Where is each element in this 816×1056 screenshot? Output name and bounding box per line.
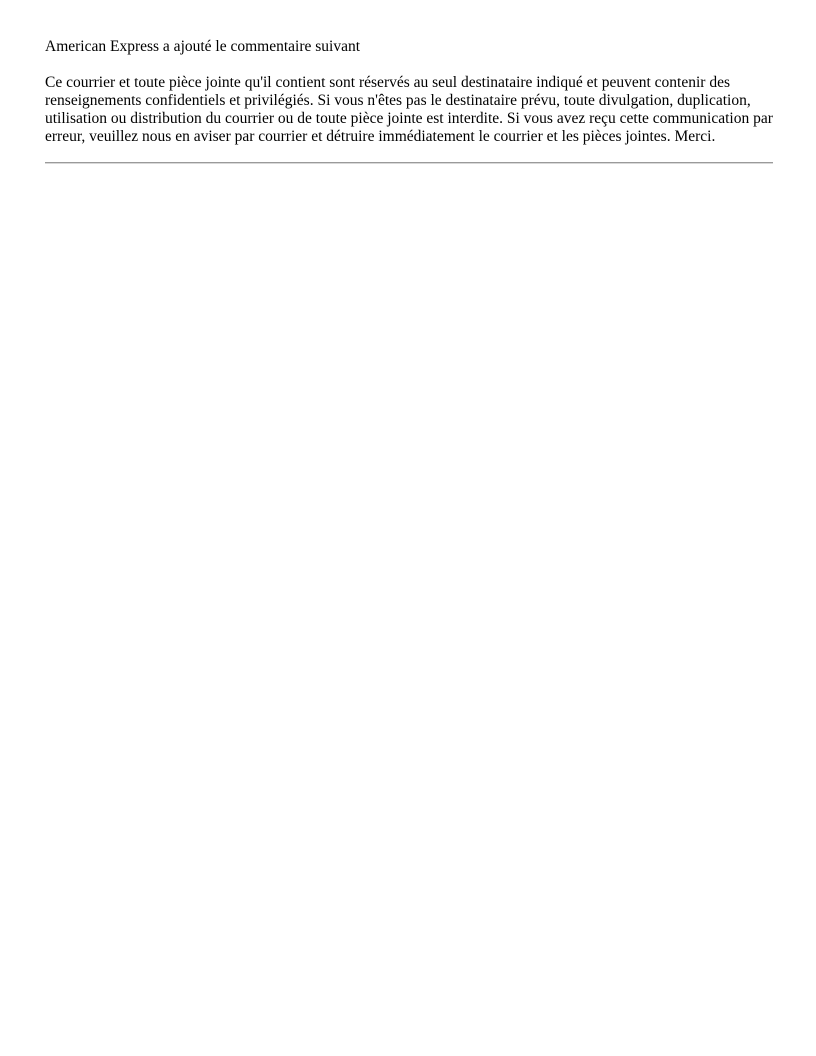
disclaimer-heading: American Express a ajouté le commentaire suivant (45, 38, 361, 55)
confidentiality-notice: Ce courrier et toute pièce jointe qu'il contient sont réservés au seul destinataire indiqué et peuvent contenir des renseignements confidentiels et privilégiés. Si vous n'êtes pas le destinataire prévu, toute divulgation, duplication, utilisation ou distribution du courrier ou de toute pièce jointe est interdite. Si vous avez reçu cette communication par erreur, veuillez nous en aviser par courrier et détruire immédiatement le courrier et les pièces jointes. Merci. (45, 74, 773, 145)
email-disclaimer (45, 38, 773, 164)
horizontal-divider (45, 162, 773, 164)
